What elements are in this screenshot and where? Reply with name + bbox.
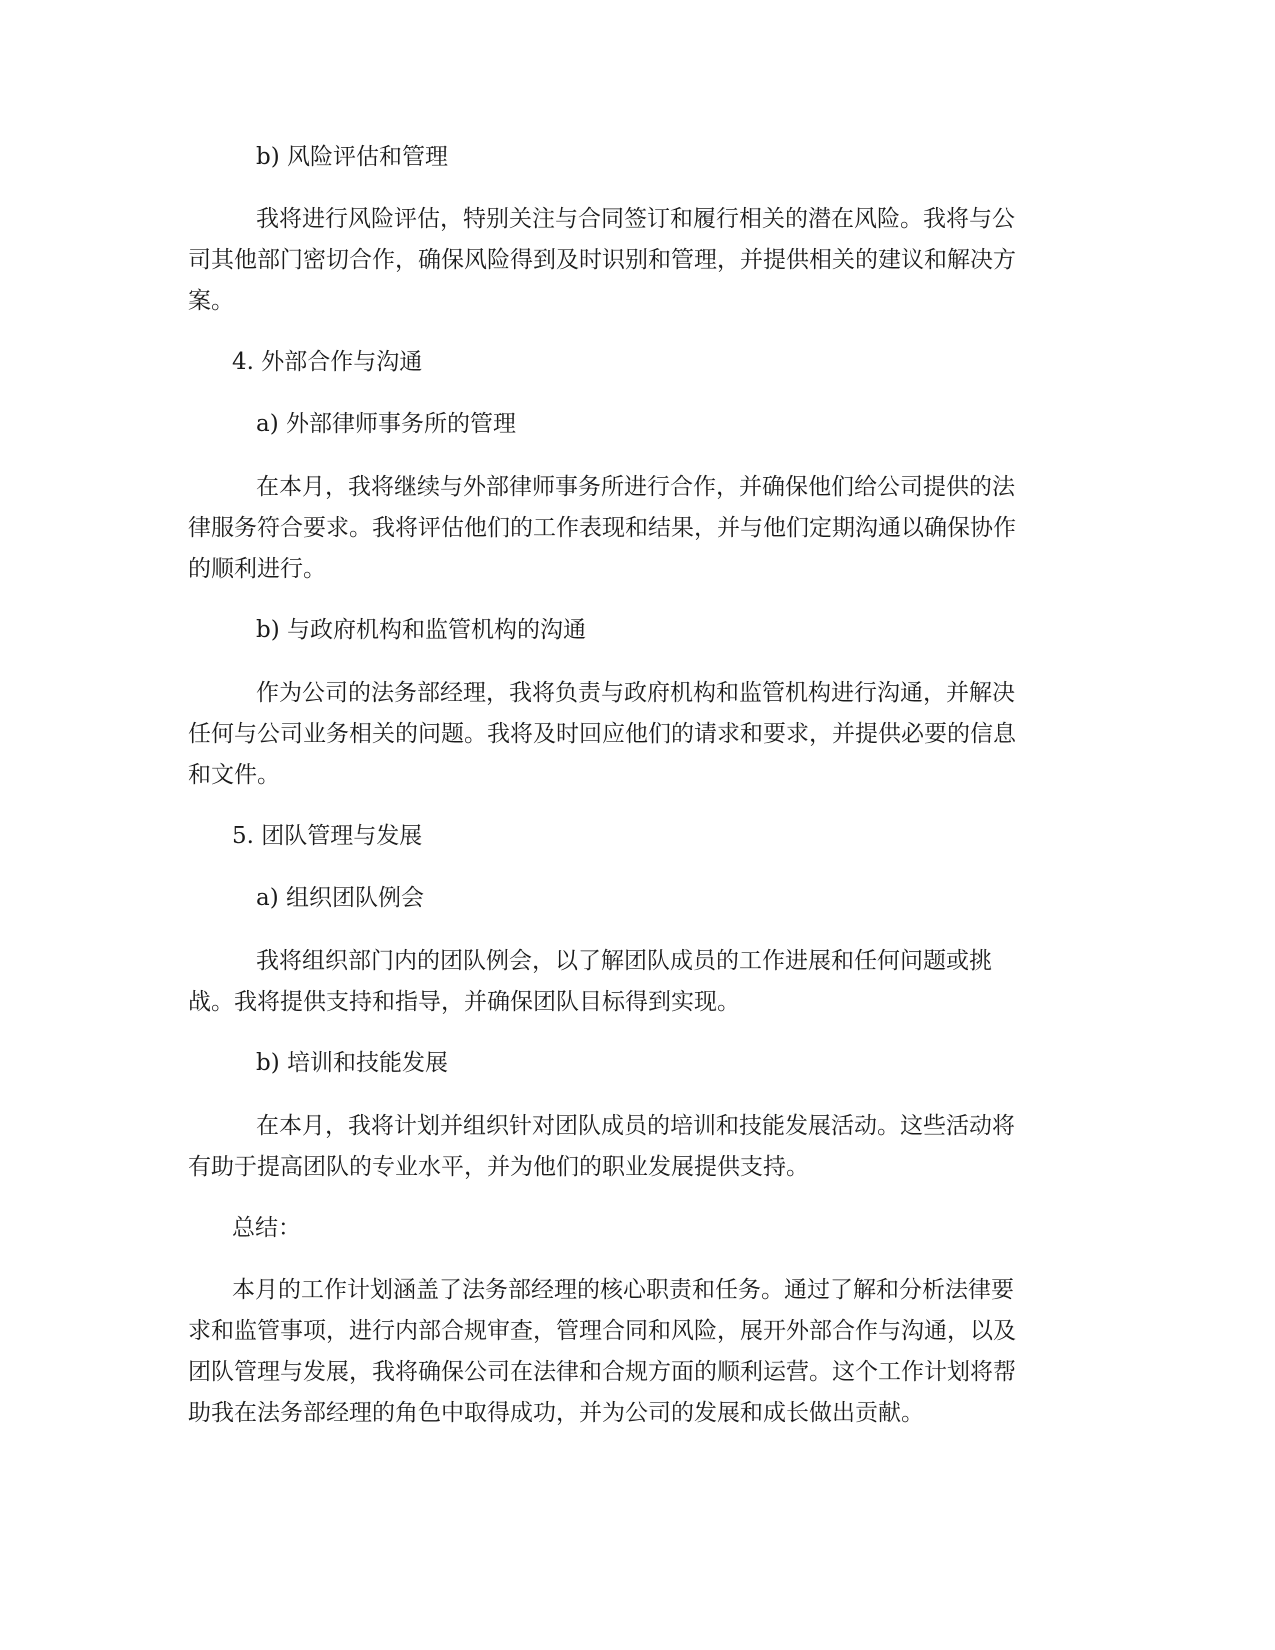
paragraph-line: 司其他部门密切合作，确保风险得到及时识别和管理，并提供相关的建议和解决方 — [188, 247, 1016, 273]
paragraph-line: 本月的工作计划涵盖了法务部经理的核心职责和任务。通过了解和分析法律要 — [232, 1277, 1014, 1303]
section-subheading: b) 培训和技能发展 — [256, 1050, 449, 1076]
section-heading: 4. 外部合作与沟通 — [232, 349, 423, 375]
paragraph-line: 我将进行风险评估，特别关注与合同签订和履行相关的潜在风险。我将与公 — [256, 206, 1015, 232]
paragraph-line: 任何与公司业务相关的问题。我将及时回应他们的请求和要求，并提供必要的信息 — [188, 721, 1016, 747]
paragraph-line: 我将组织部门内的团队例会，以了解团队成员的工作进展和任何问题或挑 — [256, 948, 992, 974]
section-subheading: b) 与政府机构和监管机构的沟通 — [256, 617, 587, 643]
paragraph-line: 在本月，我将继续与外部律师事务所进行合作，并确保他们给公司提供的法 — [256, 474, 1015, 500]
paragraph-line: 作为公司的法务部经理，我将负责与政府机构和监管机构进行沟通，并解决 — [256, 680, 1015, 706]
paragraph-line: 助我在法务部经理的角色中取得成功，并为公司的发展和成长做出贡献。 — [188, 1400, 924, 1426]
section-subheading: a) 组织团队例会 — [256, 885, 424, 911]
section-subheading: a) 外部律师事务所的管理 — [256, 411, 516, 437]
paragraph-line: 律服务符合要求。我将评估他们的工作表现和结果，并与他们定期沟通以确保协作 — [188, 515, 1016, 541]
summary-heading: 总结： — [232, 1215, 301, 1241]
paragraph-line: 有助于提高团队的专业水平，并为他们的职业发展提供支持。 — [188, 1154, 809, 1180]
paragraph-line: 在本月，我将计划并组织针对团队成员的培训和技能发展活动。这些活动将 — [256, 1113, 1015, 1139]
paragraph-line: 求和监管事项，进行内部合规审查，管理合同和风险，展开外部合作与沟通，以及 — [188, 1318, 1016, 1344]
paragraph-line: 战。我将提供支持和指导，并确保团队目标得到实现。 — [188, 989, 740, 1015]
paragraph-line: 和文件。 — [188, 762, 280, 788]
paragraph-line: 的顺利进行。 — [188, 556, 326, 582]
paragraph-line: 案。 — [188, 288, 234, 314]
section-subheading: b) 风险评估和管理 — [256, 144, 449, 170]
paragraph-line: 团队管理与发展，我将确保公司在法律和合规方面的顺利运营。这个工作计划将帮 — [188, 1359, 1016, 1385]
section-heading: 5. 团队管理与发展 — [232, 823, 423, 849]
